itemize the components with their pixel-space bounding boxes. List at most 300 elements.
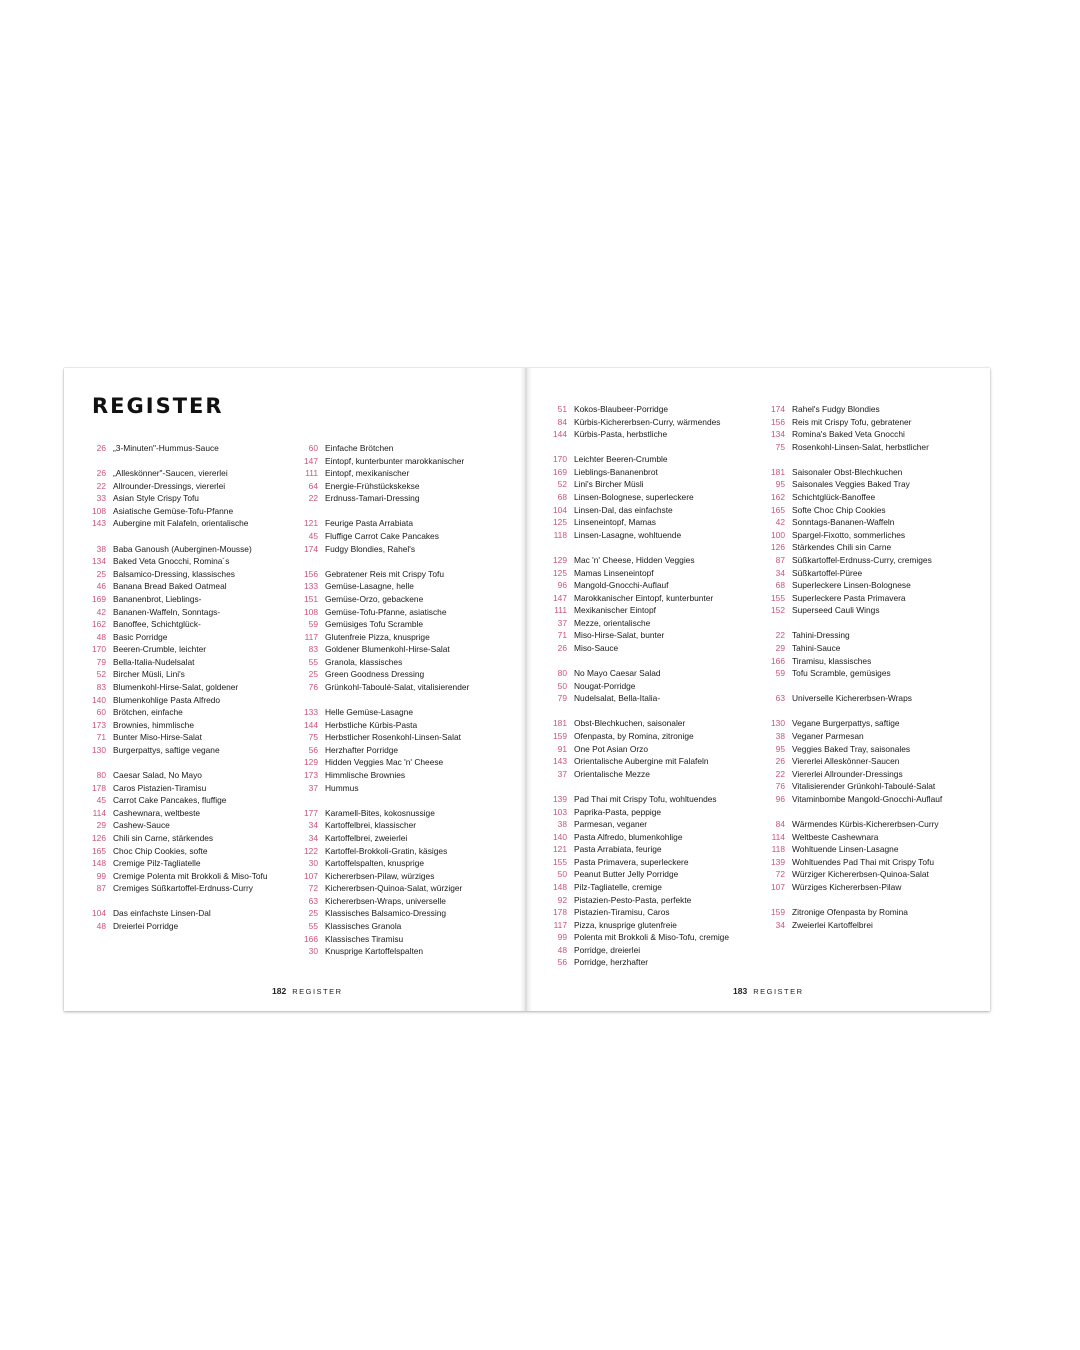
- register-entry: [302, 807, 507, 820]
- register-entry: [551, 642, 756, 655]
- entry-title: Gemüse-Tofu-Pfanne, asiatische: [325, 606, 447, 617]
- entry-title: Baked Veta Gnocchi, Romina´s: [113, 556, 230, 567]
- entry-page-number: 126: [771, 542, 785, 553]
- entry-title: Vitalisierender Grünkohl-Taboulé-Salat: [792, 781, 936, 792]
- register-entry: [302, 895, 507, 908]
- entry-title: Eintopf, mexikanischer: [325, 468, 410, 479]
- entry-page-number: 34: [775, 919, 785, 930]
- entry-page-number: 104: [92, 908, 106, 919]
- entry-title: Knusprige Kartoffelspalten: [325, 946, 424, 957]
- entry-page-number: 133: [304, 707, 318, 718]
- entry-title: Pasta Arrabiata, feurige: [574, 844, 662, 855]
- entry-page-number: 156: [771, 416, 785, 427]
- register-entry: [302, 731, 507, 744]
- entry-page-number: 159: [771, 907, 785, 918]
- entry-page-number: 45: [308, 531, 318, 542]
- entry-page-number: 34: [775, 567, 785, 578]
- entry-title: Tiramisu, klassisches: [792, 655, 872, 666]
- entry-title: Blumenkohlige Pasta Alfredo: [113, 694, 221, 705]
- entry-title: Mangold-Gnocchi-Auflauf: [574, 580, 669, 591]
- register-entry: [90, 517, 295, 530]
- entry-page-number: 25: [308, 908, 318, 919]
- entry-title: Green Goodness Dressing: [325, 669, 425, 680]
- entry-page-number: 143: [553, 756, 567, 767]
- entry-title: Cremiges Süßkartoffel-Erdnuss-Curry: [113, 883, 253, 894]
- entry-page-number: 60: [308, 443, 318, 453]
- entry-title: Herbstlicher Rosenkohl-Linsen-Salat: [325, 732, 461, 743]
- register-entry: [551, 416, 756, 429]
- entry-title: Wohltuendes Pad Thai mit Crispy Tofu: [792, 856, 934, 867]
- register-entry: [551, 667, 756, 680]
- entry-page-number: 26: [96, 468, 106, 479]
- entry-title: Energie-Frühstückskekse: [325, 480, 420, 491]
- entry-page-number: 129: [553, 554, 567, 565]
- entry-title: Süßkartoffel-Püree: [792, 567, 863, 578]
- register-entry: [551, 680, 756, 693]
- entry-title: Universelle Kichererbsen-Wraps: [792, 693, 912, 704]
- entry-title: Superseed Cauli Wings: [792, 605, 880, 616]
- register-entry: [90, 845, 295, 858]
- entry-page-number: 84: [557, 416, 567, 427]
- register-entry: [302, 719, 507, 732]
- register-entry: [90, 819, 295, 832]
- letter-gap: [90, 895, 295, 908]
- page-number: 182: [272, 986, 287, 996]
- entry-page-number: 22: [775, 768, 785, 779]
- register-entry: [551, 793, 756, 806]
- register-entry: [90, 920, 295, 933]
- register-entry: [769, 692, 974, 705]
- register-entry: [302, 857, 507, 870]
- entry-page-number: 55: [308, 920, 318, 931]
- letter-gap: [90, 455, 295, 468]
- entry-title: Pad Thai mit Crispy Tofu, wohltuendes: [574, 793, 717, 804]
- entry-page-number: 178: [92, 782, 106, 793]
- entry-title: Romina's Baked Veta Gnocchi: [792, 429, 905, 440]
- letter-gap: [769, 617, 974, 630]
- entry-page-number: 99: [557, 932, 567, 943]
- register-column-1: [90, 442, 295, 933]
- register-entry: [769, 780, 974, 793]
- entry-title: „Alleskönner"-Saucen, viererlei: [113, 468, 228, 479]
- entry-page-number: 59: [775, 668, 785, 679]
- entry-page-number: 181: [771, 466, 785, 477]
- entry-page-number: 143: [92, 518, 106, 529]
- register-entry: [769, 868, 974, 881]
- register-entry: [769, 919, 974, 932]
- entry-title: Kartoffelbrei, klassischer: [325, 820, 417, 831]
- entry-page-number: 162: [771, 492, 785, 503]
- letter-gap: [551, 541, 756, 554]
- register-entry: [769, 818, 974, 831]
- entry-page-number: 100: [771, 529, 785, 540]
- entry-page-number: 118: [553, 529, 567, 540]
- register-entry: [551, 743, 756, 756]
- register-entry: [551, 478, 756, 491]
- entry-page-number: 52: [557, 479, 567, 490]
- register-entry: [769, 906, 974, 919]
- register-entry: [551, 956, 756, 969]
- entry-title: Viererlei Alleskönner-Saucen: [792, 756, 900, 767]
- register-entry: [551, 931, 756, 944]
- entry-title: Karamell-Bites, kokosnussige: [325, 807, 435, 818]
- entry-title: Leichter Beeren-Crumble: [574, 454, 668, 465]
- register-column-4: [769, 403, 974, 931]
- entry-title: Klassisches Granola: [325, 920, 402, 931]
- entry-page-number: 170: [92, 644, 106, 655]
- entry-page-number: 71: [557, 630, 567, 641]
- entry-title: Himmlische Brownies: [325, 770, 406, 781]
- register-entry: [90, 681, 295, 694]
- register-entry: [302, 907, 507, 920]
- entry-page-number: 174: [771, 404, 785, 414]
- register-entry: [302, 631, 507, 644]
- register-entry: [90, 719, 295, 732]
- entry-page-number: 46: [96, 581, 106, 592]
- register-entry: [769, 856, 974, 869]
- entry-title: Chili sin Carne, stärkendes: [113, 832, 214, 843]
- entry-page-number: 144: [553, 429, 567, 440]
- entry-page-number: 38: [557, 819, 567, 830]
- entry-page-number: 134: [92, 556, 106, 567]
- entry-title: Veggies Baked Tray, saisonales: [792, 743, 911, 754]
- entry-title: Eintopf, kunterbunter marokkanischer: [325, 455, 465, 466]
- register-entry: [551, 529, 756, 542]
- register-entry: [302, 568, 507, 581]
- register-entry: [302, 769, 507, 782]
- entry-page-number: 107: [771, 881, 785, 892]
- register-entry: [769, 604, 974, 617]
- entry-title: Polenta mit Brokkoli & Miso-Tofu, cremige: [574, 932, 729, 943]
- entry-page-number: 111: [305, 468, 318, 479]
- register-entry: [551, 453, 756, 466]
- register-entry: [90, 907, 295, 920]
- entry-page-number: 155: [771, 592, 785, 603]
- entry-page-number: 75: [308, 732, 318, 743]
- register-entry: [551, 906, 756, 919]
- register-column-2: [302, 442, 507, 958]
- entry-page-number: 126: [92, 832, 106, 843]
- register-entry: [90, 807, 295, 820]
- entry-title: Weltbeste Cashewnara: [792, 831, 879, 842]
- letter-gap: [769, 894, 974, 907]
- register-entry: [769, 466, 974, 479]
- entry-title: Aubergine mit Falafeln, orientalische: [113, 518, 249, 529]
- entry-title: Gebratener Reis mit Crispy Tofu: [325, 568, 444, 579]
- entry-title: Klassisches Balsamico-Dressing: [325, 908, 447, 919]
- entry-title: Pilz-Tagliatelle, cremige: [574, 881, 662, 892]
- entry-title: One Pot Asian Orzo: [574, 743, 649, 754]
- register-entry: [90, 882, 295, 895]
- entry-page-number: 108: [92, 505, 106, 516]
- entry-title: Lini's Bircher Müsli: [574, 479, 644, 490]
- entry-page-number: 59: [308, 619, 318, 630]
- register-entry: [769, 831, 974, 844]
- register-entry: [551, 881, 756, 894]
- entry-title: Pasta Alfredo, blumenkohlige: [574, 831, 683, 842]
- entry-title: Kichererbsen-Pilaw, würziges: [325, 870, 435, 881]
- entry-title: Pizza, knusprige glutenfreie: [574, 919, 677, 930]
- entry-page-number: 169: [553, 466, 567, 477]
- entry-title: Porridge, dreierlei: [574, 944, 641, 955]
- entry-title: Linsen-Dal, das einfachste: [574, 504, 673, 515]
- entry-page-number: 37: [557, 768, 567, 779]
- entry-page-number: 38: [775, 731, 785, 742]
- register-entry: [90, 442, 295, 455]
- register-entry: [302, 467, 507, 480]
- entry-page-number: 84: [775, 819, 785, 830]
- entry-title: Rosenkohl-Linsen-Salat, herbstlicher: [792, 441, 929, 452]
- entry-page-number: 68: [557, 492, 567, 503]
- entry-title: Cremige Polenta mit Brokkoli & Miso-Tofu: [113, 870, 268, 881]
- register-entry: [769, 667, 974, 680]
- register-entry: [551, 755, 756, 768]
- entry-page-number: 50: [557, 680, 567, 691]
- entry-title: Basic Porridge: [113, 631, 168, 642]
- entry-page-number: 104: [553, 504, 567, 515]
- letter-gap: [551, 655, 756, 668]
- entry-title: Orientalische Aubergine mit Falafeln: [574, 756, 709, 767]
- entry-page-number: 139: [553, 793, 567, 804]
- entry-title: Superleckere Pasta Primavera: [792, 592, 906, 603]
- entry-title: Parmesan, veganer: [574, 819, 648, 830]
- entry-title: Bananen-Waffeln, Sonntags-: [113, 606, 221, 617]
- entry-title: No Mayo Caesar Salad: [574, 668, 661, 679]
- entry-title: Helle Gemüse-Lasagne: [325, 707, 413, 718]
- entry-page-number: 173: [92, 719, 106, 730]
- letter-gap: [90, 756, 295, 769]
- entry-title: Ofenpasta, by Romina, zitronige: [574, 731, 694, 742]
- register-entry: [302, 606, 507, 619]
- register-entry: [90, 832, 295, 845]
- letter-gap: [769, 705, 974, 718]
- entry-page-number: 117: [553, 919, 567, 930]
- register-entry: [769, 416, 974, 429]
- register-entry: [302, 593, 507, 606]
- register-entry: [90, 782, 295, 795]
- register-entry: [769, 768, 974, 781]
- entry-title: Goldener Blumenkohl-Hirse-Salat: [325, 644, 450, 655]
- entry-title: Caros Pistazien-Tiramisu: [113, 782, 207, 793]
- entry-title: Tahini-Sauce: [792, 642, 841, 653]
- entry-page-number: 83: [308, 644, 318, 655]
- register-entry: [90, 467, 295, 480]
- entry-page-number: 140: [92, 694, 106, 705]
- register-entry: [302, 744, 507, 757]
- register-entry: [90, 656, 295, 669]
- entry-page-number: 147: [553, 592, 567, 603]
- register-entry: [769, 491, 974, 504]
- entry-page-number: 55: [308, 656, 318, 667]
- entry-title: Bunter Miso-Hirse-Salat: [113, 732, 202, 743]
- entry-title: Porridge, herzhafter: [574, 957, 649, 968]
- register-entry: [769, 730, 974, 743]
- register-entry: [551, 768, 756, 781]
- entry-page-number: 29: [96, 820, 106, 831]
- letter-gap: [302, 555, 507, 568]
- entry-title: Das einfachste Linsen-Dal: [113, 908, 211, 919]
- entry-title: Glutenfreie Pizza, knusprige: [325, 631, 430, 642]
- entry-page-number: 122: [304, 845, 318, 856]
- entry-title: Fluffige Carrot Cake Pancakes: [325, 531, 439, 542]
- entry-page-number: 91: [557, 743, 567, 754]
- register-entry: [90, 706, 295, 719]
- entry-page-number: 72: [775, 869, 785, 880]
- entry-title: Würziger Kichererbsen-Quinoa-Salat: [792, 869, 929, 880]
- entry-page-number: 148: [553, 881, 567, 892]
- entry-page-number: 52: [96, 669, 106, 680]
- register-entry: [769, 403, 974, 416]
- entry-page-number: 50: [557, 869, 567, 880]
- entry-title: Kokos-Blaubeer-Porridge: [574, 404, 669, 414]
- entry-title: Klassisches Tiramisu: [325, 933, 404, 944]
- register-entry: [769, 843, 974, 856]
- entry-page-number: 38: [96, 543, 106, 554]
- register-entry: [551, 717, 756, 730]
- entry-page-number: 134: [771, 429, 785, 440]
- entry-page-number: 25: [308, 669, 318, 680]
- register-column-3: [551, 403, 756, 969]
- entry-page-number: 96: [775, 793, 785, 804]
- register-entry: [302, 706, 507, 719]
- register-entry: [90, 857, 295, 870]
- register-entry: [302, 517, 507, 530]
- register-entry: [302, 442, 507, 455]
- entry-page-number: 165: [92, 845, 106, 856]
- register-entry: [551, 567, 756, 580]
- entry-title: Grünkohl-Taboulé-Salat, vitalisierender: [325, 681, 470, 692]
- entry-page-number: 107: [304, 870, 318, 881]
- entry-title: Granola, klassisches: [325, 656, 403, 667]
- register-entry: [302, 656, 507, 669]
- register-entry: [90, 492, 295, 505]
- entry-page-number: 133: [304, 581, 318, 592]
- letter-gap: [769, 680, 974, 693]
- right-page: [527, 368, 990, 1011]
- register-entry: [90, 744, 295, 757]
- register-entry: [551, 504, 756, 517]
- entry-title: Kartoffelspalten, knusprige: [325, 858, 425, 869]
- register-entry: [302, 543, 507, 556]
- footer-label: REGISTER: [753, 987, 804, 996]
- entry-title: Veganer Parmesan: [792, 731, 864, 742]
- register-entry: [769, 554, 974, 567]
- entry-title: Zitronige Ofenpasta by Romina: [792, 907, 908, 918]
- entry-title: Erdnuss-Tamari-Dressing: [325, 493, 420, 504]
- entry-title: Kichererbsen-Quinoa-Salat, würziger: [325, 883, 463, 894]
- entry-page-number: 166: [771, 655, 785, 666]
- entry-page-number: 130: [92, 744, 106, 755]
- register-entry: [551, 516, 756, 529]
- register-entry: [769, 529, 974, 542]
- register-entry: [769, 516, 974, 529]
- entry-page-number: 79: [557, 693, 567, 704]
- entry-page-number: 95: [775, 479, 785, 490]
- entry-page-number: 129: [304, 757, 318, 768]
- entry-title: Miso-Hirse-Salat, bunter: [574, 630, 665, 641]
- register-entry: [90, 555, 295, 568]
- entry-title: Asian Style Crispy Tofu: [113, 493, 199, 504]
- register-entry: [90, 694, 295, 707]
- register-entry: [90, 568, 295, 581]
- register-entry: [769, 793, 974, 806]
- register-entry: [302, 668, 507, 681]
- register-entry: [769, 881, 974, 894]
- entry-page-number: 25: [96, 568, 106, 579]
- register-entry: [551, 692, 756, 705]
- register-entry: [90, 618, 295, 631]
- entry-title: Gemüse-Lasagne, helle: [325, 581, 414, 592]
- entry-page-number: 96: [557, 580, 567, 591]
- entry-title: Mexikanischer Eintopf: [574, 605, 656, 616]
- entry-page-number: 155: [553, 856, 567, 867]
- register-entry: [90, 543, 295, 556]
- footer-label: REGISTER: [292, 987, 343, 996]
- entry-page-number: 22: [96, 480, 106, 491]
- register-entry: [551, 843, 756, 856]
- register-entry: [302, 782, 507, 795]
- entry-title: Pistazien-Tiramisu, Caros: [574, 907, 670, 918]
- entry-page-number: 63: [775, 693, 785, 704]
- page-title: REGISTER: [92, 394, 224, 418]
- letter-gap: [769, 453, 974, 466]
- letter-gap: [90, 530, 295, 543]
- entry-page-number: 139: [771, 856, 785, 867]
- entry-title: Fudgy Blondies, Rahel's: [325, 543, 416, 554]
- entry-page-number: 159: [553, 731, 567, 742]
- book-spread: [64, 368, 990, 1011]
- entry-title: Blumenkohl-Hirse-Salat, goldener: [113, 681, 239, 692]
- entry-title: Einfache Brötchen: [325, 443, 394, 453]
- entry-page-number: 80: [557, 668, 567, 679]
- register-entry: [302, 681, 507, 694]
- entry-page-number: 64: [308, 480, 318, 491]
- register-entry: [302, 945, 507, 958]
- entry-page-number: 56: [308, 744, 318, 755]
- entry-title: Bircher Müsli, Lini's: [113, 669, 185, 680]
- entry-title: Kartoffelbrei, zweierlei: [325, 832, 408, 843]
- entry-title: Carrot Cake Pancakes, fluffige: [113, 795, 227, 806]
- register-entry: [551, 604, 756, 617]
- entry-page-number: 51: [557, 404, 567, 414]
- entry-page-number: 72: [308, 883, 318, 894]
- entry-title: Gemüse-Orzo, gebackene: [325, 593, 424, 604]
- entry-page-number: 42: [96, 606, 106, 617]
- entry-title: Kürbis-Pasta, herbstliche: [574, 429, 668, 440]
- entry-title: Banoffee, Schichtglück-: [113, 619, 201, 630]
- register-entry: [302, 480, 507, 493]
- entry-title: Reis mit Crispy Tofu, gebratener: [792, 416, 912, 427]
- entry-page-number: 173: [304, 770, 318, 781]
- entry-title: Brötchen, einfache: [113, 707, 183, 718]
- entry-page-number: 162: [92, 619, 106, 630]
- entry-page-number: 140: [553, 831, 567, 842]
- register-entry: [302, 882, 507, 895]
- register-entry: [90, 480, 295, 493]
- entry-page-number: 37: [308, 782, 318, 793]
- entry-title: Herbstliche Kürbis-Pasta: [325, 719, 418, 730]
- register-entry: [90, 794, 295, 807]
- entry-title: Sonntags-Bananen-Waffeln: [792, 517, 895, 528]
- register-entry: [302, 530, 507, 543]
- entry-title: Kürbis-Kichererbsen-Curry, wärmendes: [574, 416, 721, 427]
- entry-title: Nudelsalat, Bella-Italia-: [574, 693, 661, 704]
- register-entry: [769, 717, 974, 730]
- entry-title: Linsen-Bolognese, superleckere: [574, 492, 694, 503]
- left-page: [64, 368, 525, 1011]
- register-entry: [769, 504, 974, 517]
- register-entry: [551, 554, 756, 567]
